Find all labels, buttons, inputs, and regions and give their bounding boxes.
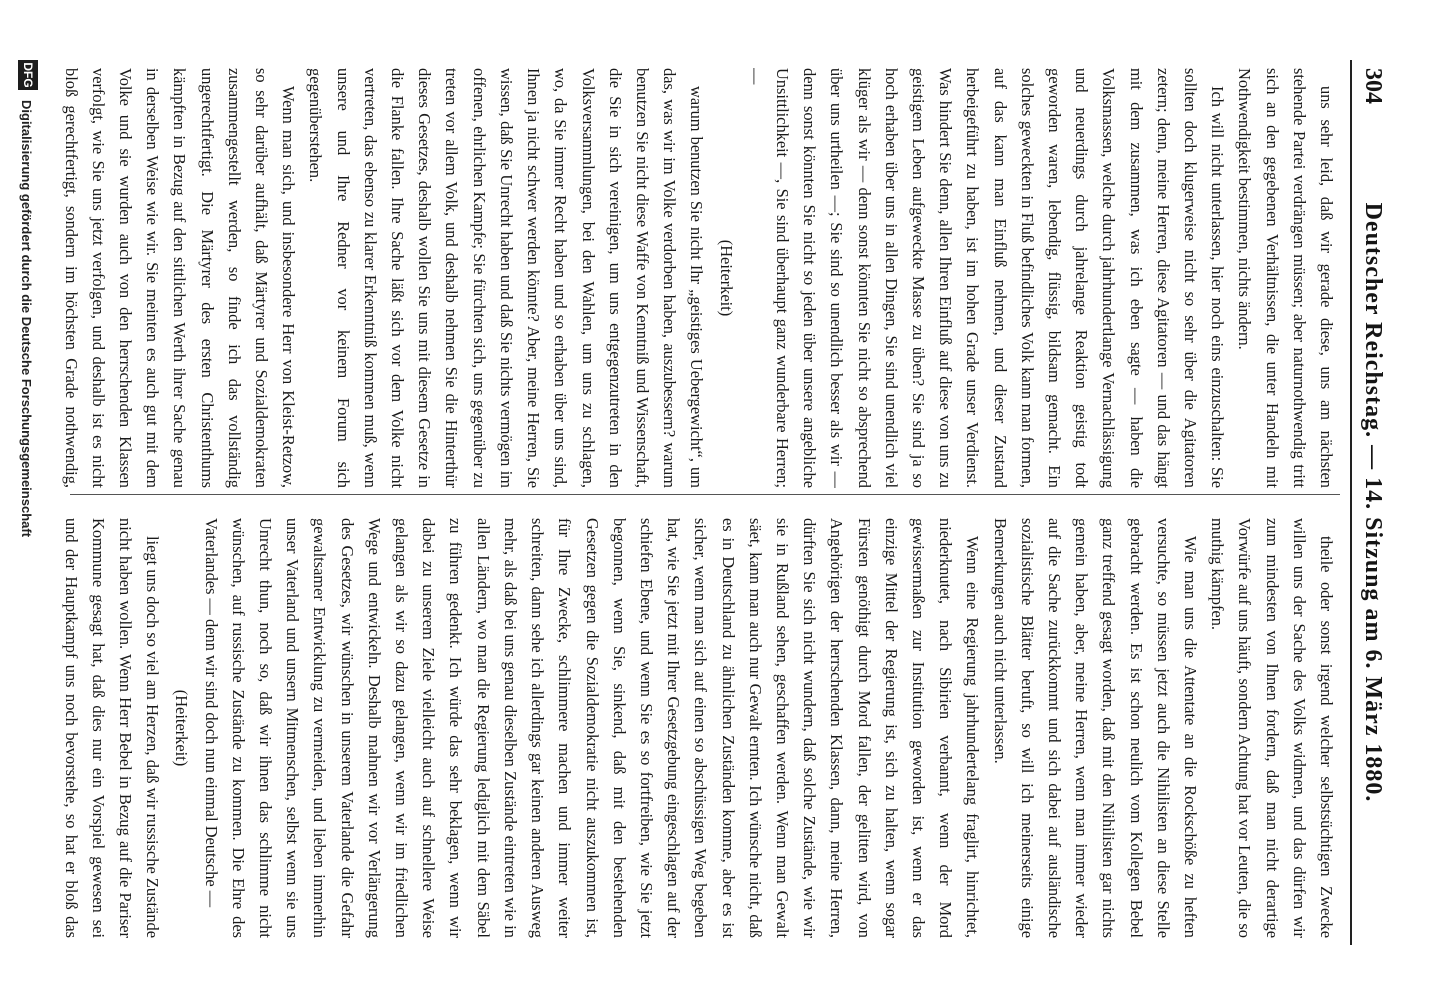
paragraph: theile oder sonst irgend welcher selbstsüchtigen Zwecke willen uns der Sache des Volks widmen, und das dürfen wir zum mindesten von Ihnen fordern, daß man nicht derartige Vorwürfe auf uns häuft, sondern Achtung hat vor Leuten, die so muthig kämpfen. [1208,518,1336,938]
paragraph: liegt uns doch so viel am Herzen, daß wir russische Zustände nicht haben wollen. Wenn Herr Bebel in Bezug auf die Pariser Kommune gesagt hat, daß dies nur ein Vorspiel gewesen sei und der Hauptkampf uns noch bevorstehe, so hat er bloß das [61,518,163,938]
page-header [1350,60,1392,945]
paragraph: uns sehr leid, daß wir gerade diese, uns am nächsten stehende Partei verdrängen müssen; aber naturnothwendig tritt sich an den gegebenen Verhältnissen, die unter Handeln mit Nothwendigkeit bestimmen, nichts ändern. [1235,68,1336,488]
page-title: Deutscher Reichstag. — 14. Sitzung am 6. März 1880. [1360,202,1386,803]
right-column [60,518,1340,938]
paragraph: Ich will nicht unterlassen, hier noch eins einzuschalten: Sie sollten doch klugerweise nicht so sehr über die Agitatoren zetern; denn, meine Herren, diese Agitatoren — und das hängt mit dem zusammen, was ich eben sagte — haben die Volksmassen, welche durch jahrhundertlange Vernachlässigung und neuerdings durch jahrelange Reaktion geistig todt geworden waren, lebendig, flüssig, bildsam gemacht. Ein solches geweckten in Fluß befindliches Volk kann man formen, auf das kann man Einfluß nehmen, und dieser Zustand herbeigeführt zu haben, ist im hohen Grade unser Verdienst. Was hindert Sie denn, allen Ihren Einfluß auf diese von uns zu geistigem Leben aufgeweckte Masse zu üben? Sie sind ja so hoch erhaben über uns in allen Dingen, Sie sind unendlich viel klüger als wir — denn sonst könnten Sie nicht so absprechend über uns urtheilen —; Sie sind so unendlich besser als wir — denn sonst könnten Sie nicht so jeden über unsere angebliche Unsittlichkeit —, Sie sind überhaupt ganz wunderbare Herren; — [745,68,1228,488]
digitization-note: Digitalisierung gefördert durch die Deutsche Forschungsgemeinschaft [19,100,34,538]
paragraph: warum benutzen Sie nicht Ihr „geistiges Uebergewicht“, um das, was wir im Volke verdorben haben, auszubessern? warum benutzen Sie nicht diese Waffe von Kenntniß und Wissenschaft, die Sie in sich vereinigen, um uns entgegenzutreten in den Volksversammlungen, bei den Wahlen, um uns zu schlagen, wo, da Sie immer Recht haben und so erhaben über uns sind, Ihnen ja nicht schwer werden könnte? Aber, meine Herren, Sie wissen, daß Sie Unrecht haben und daß Sie nichts vermögen im offenen, ehrlichen Kampfe; Sie fürchten sich, uns gegenüber zu treten vor allem Volk, und deshalb nehmen Sie die Hinterthür dieses Gesetzes, deshalb wollen Sie uns mit diesem Gesetze in die Flanke fallen. Ihre Sache läßt sich vor dem Volke nicht vertreten, das ebenso zu klarer Erkenntniß kommen muß, wenn unsere und Ihre Redner vor keinem Forum sich gegenüberstehen. [306,68,707,488]
interjection: (Heiterkeit) [716,239,736,317]
page-number: 304 [1360,68,1386,104]
paragraph: Wie man uns die Attentate an die Rockschöße zu heften versuchte, so müssen jetzt auch die Nihilisten an diese Stelle gebracht werden. Es ist schon neulich vom Kollegen Bebel ganz treffend gesagt worden, daß mit den Nihilisten gar nichts gemein haben, aber, meine Herren, wenn man immer wieder auf die Sache zurückkommt und sich dabei auf ausländische sozialistische Blätter beruft, so will ich meinerseits einige Bemerkungen auch nicht unterlassen. [990,518,1200,938]
column-divider [70,494,1340,495]
paragraph: Wenn eine Regierung jahrhundertelang fraglirt, hinrichtet, niederknutet, nach Sibirien verbannt, wenn der Mord gewissermaßen zur Institution geworden ist, wenn er das einzige Mittel der Regierung ist, sich zu halten, wenn sogar Fürsten genöthigt durch Mord fallen, der gelitten wird, von Angehörigen der herrschenden Klassen, dann, meine Herren, dürften Sie sich nicht wundern, daß solche Zustände, wie wir sie in Rußland sehen, geschaffen werden. Wenn man Gewalt säet, kann man auch nur Gewalt ernten. Ich wünsche nicht, daß es in Deutschland zu ähnlichen Zuständen komme, aber es ist sicher, wenn man sich auf einen so abschüssigen Weg begeben hat, wie Sie jetzt mit Ihrer Gesetzgebung eingeschlagen auf der schiefen Ebene, und wenn Sie es so fortfreiben, wie Sie jetzt begonnen, wenn Sie, sinkend, daß mit den bestehenden Gesetzen gegen die Sozialdemokratie nicht auszukommen ist, für Ihre Zwecke, schlimmere machen und immer weiter schreiten, dann sehe ich allerdings gar keinen anderen Ausweg mehr, als daß bei uns genau dieselben Zustände eintreten wie in allen Ländern, wo man die Regierung lediglich mit dem Säbel zu führen gedenkt. Ich würde das sehr beklagen, wenn wir dabei zu unserem Ziele vielleicht auch auf schnellere Weise gelangen als wir so dazu gelangen, wenn wir im friedlichen Wege und entwickeln. Deshalb mahnen wir vor Verlängerung des Gesetzes, wir wünschen in unserem Vaterlande die Gefahr gewaltsamer Entwicklung zu vermeiden, und lieben immerhin unser Vaterland und unsern Mitmenschen, selbst wenn sie uns Unrecht thun, noch so, daß wir ihnen das schlimme nicht wünschen, auf russische Zustände zu kommen. Die Ehre des Vaterlandes — denn wir sind doch nun einmal Deutsche — [201,518,983,938]
paragraph: Wenn man sich, und insbesondere Herr von Kleist-Retzow, so sehr darüber aufhält, daß Märtyrer und Sozialdemokraten zusammengestellt werden, so finde ich das vollständig ungerechtfertigt. Die Märtyrer des ersten Christenthums kämpften in Bezug auf den sittlichen Werth ihrer Sache genau in derselben Weise wie wir. Sie meinten es auch gut mit dem Volke und sie wurden auch von den herrschenden Klassen verfolgt, wie Sie uns jetzt verfolgen, und deshalb ist es nicht bloß gerechtfertigt, sondern im höchsten Grade nothwendig, [61,68,299,488]
interjection: (Heiterkeit) [172,689,192,767]
dfg-logo: DFG [18,60,38,90]
left-column [60,68,1340,488]
